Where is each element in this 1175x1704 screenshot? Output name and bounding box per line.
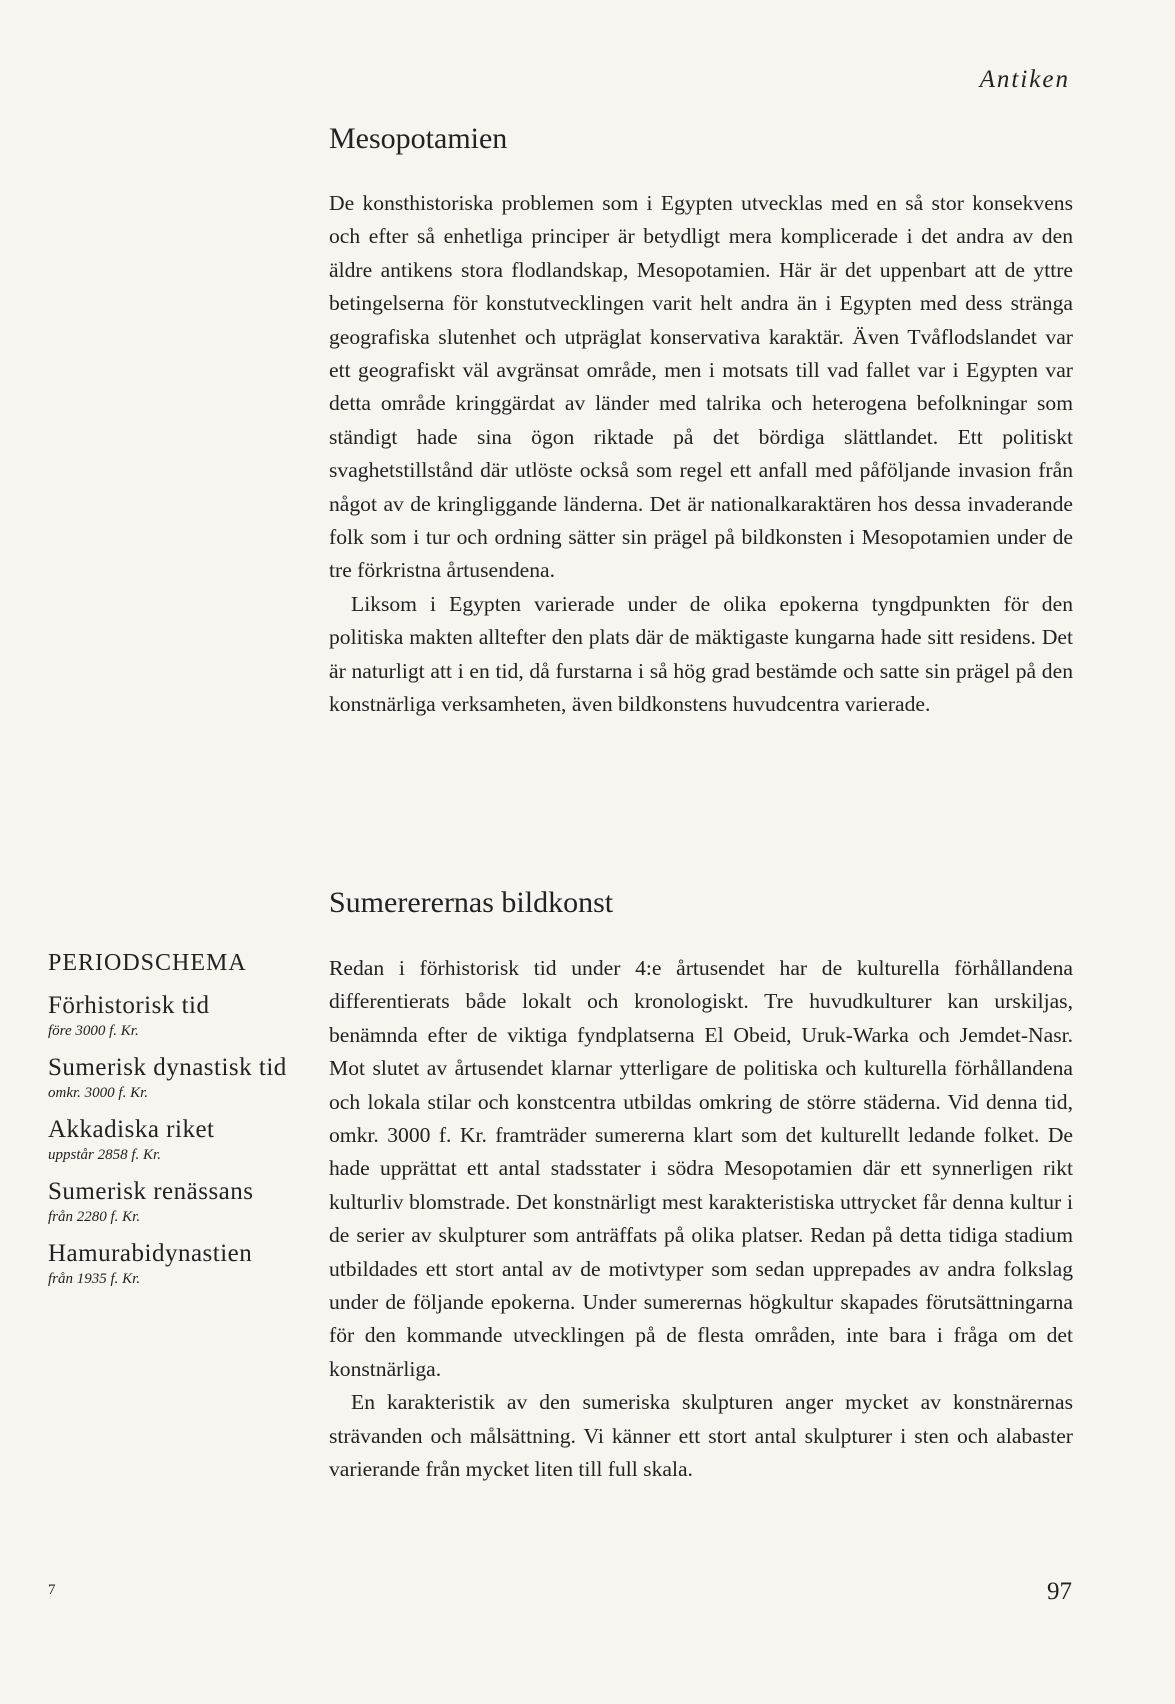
period-date: omkr. 3000 f. Kr.	[48, 1085, 149, 1101]
section-body-sumererernas-bildkonst	[329, 952, 1073, 1487]
period-item	[48, 1239, 318, 1289]
period-schema-sidebar	[48, 950, 318, 1301]
period-item	[48, 1177, 318, 1227]
paragraph: Liksom i Egypten varierade under de olika epokerna tyngdpunkten för den politiska makten alltefter den plats där de mäktigaste kungarna hade sitt residens. Det är naturligt att i en tid, då furstarna i så hög grad bestämde och satte sin prägel på den konstnärliga verksamheten, även bildkonstens huvudcentra varierade.	[329, 591, 1073, 717]
period-name: Akkadiska riket	[48, 1116, 215, 1143]
period-date: före 3000 f. Kr.	[48, 1023, 139, 1039]
paragraph: Redan i förhistorisk tid under 4:e årtusendet har de kulturella förhållandena differentierats både lokalt och kronologiskt. Tre huvudkulturer kan urskiljas, benämnda efter de viktiga fyndplatserna El Obeid, Uruk-Warka och Jemdet-Nasr. Mot slutet av årtusendet klarnar ytterligare de politiska och kulturella förhållandena och lokala stilar och konstcentra utbildas omkring de större städerna. Vid denna tid, omkr. 3000 f. Kr. framträder sumererna klart som det kulturellt ledande folket. De hade upprättat ett antal stadsstater i södra Mesopotamien där ett synnerligen rikt kulturliv blomstrade. Det konstnärligt mest karakteristiska uttrycket får denna kultur i de serier av skulpturer som anträffats på olika platser. Redan på detta tidiga stadium utbildades ett stort antal av de motivtyper som sedan upprepades av andra folkslag under de följande epokerna. Under sumerernas högkultur skapades förutsättningarna för den kommande utvecklingen på de flesta områden, inte bara i fråga om det konstnärliga.	[329, 956, 1073, 1381]
section-body-mesopotamien	[329, 187, 1073, 722]
period-date: uppstår 2858 f. Kr.	[48, 1147, 161, 1163]
sidebar-heading: PERIODSCHEMA	[48, 950, 247, 976]
signature-mark: 7	[48, 1582, 56, 1598]
section-title-sumererernas-bildkonst: Sumererernas bildkonst	[329, 886, 614, 919]
period-item	[48, 1115, 318, 1165]
page-number: 97	[1047, 1578, 1072, 1605]
period-date: från 2280 f. Kr.	[48, 1209, 141, 1225]
paragraph: De konsthistoriska problemen som i Egypten utvecklas med en så stor konsekvens och efter så enhetliga principer är betydligt mera komplicerade i det andra av den äldre antikens stora flodlandskap, Mesopotamien. Här är det uppenbart att de yttre betingelserna för konstutvecklingen varit helt andra än i Egypten med dess stränga geografiska slutenhet och utpräglat konservativa karaktär. Även Tvåflodslandet var ett geografiskt väl avgränsat område, men i motsats till vad fallet var i Egypten var detta område kringgärdat av länder med talrika och heterogena befolkningar som ständigt hade sina ögon riktade på det bördiga slättlandet. Ett politiskt svaghetstillstånd där utlöste också som regel ett anfall med påföljande invasion från något av de kringliggande länderna. Det är nationalkaraktären hos dessa invaderande folk som i tur och ordning sätter sin prägel på bildkonsten i Mesopotamien under de tre förkristna årtusendena.	[329, 191, 1073, 583]
period-date: från 1935 f. Kr.	[48, 1271, 141, 1287]
period-item	[48, 991, 318, 1041]
period-name: Hamurabidynastien	[48, 1240, 253, 1267]
paragraph: En karakteristik av den sumeriska skulpturen anger mycket av konstnärernas strävanden och målsättning. Vi känner ett stort antal skulpturer i sten och alabaster varierande från mycket liten till full skala.	[329, 1390, 1073, 1482]
section-title-mesopotamien: Mesopotamien	[329, 122, 508, 155]
running-head: Antiken	[979, 66, 1070, 93]
period-item	[48, 1053, 318, 1103]
period-name: Sumerisk dynastisk tid	[48, 1054, 287, 1081]
period-name: Förhistorisk tid	[48, 992, 210, 1019]
period-name: Sumerisk renässans	[48, 1178, 254, 1205]
